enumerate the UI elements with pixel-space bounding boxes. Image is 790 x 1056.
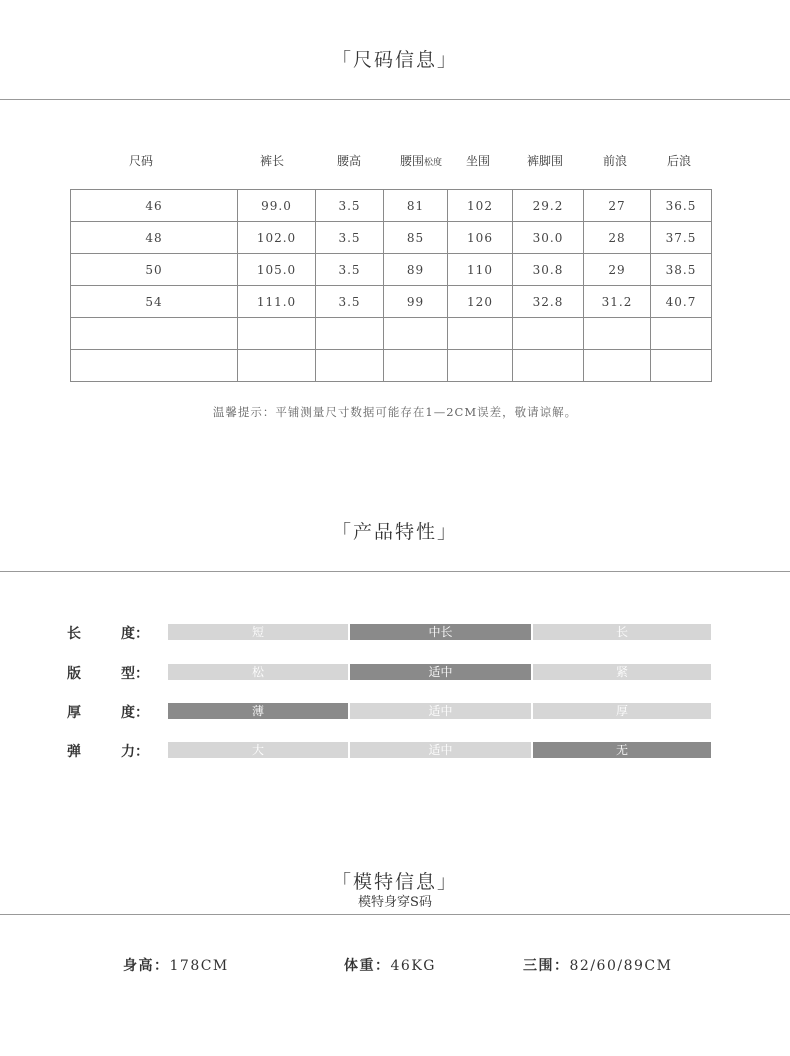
col-header-length: 裤长 xyxy=(260,154,285,168)
table-cell xyxy=(651,318,712,350)
table-cell: 102 xyxy=(448,190,513,222)
size-table xyxy=(70,189,712,382)
table-cell xyxy=(448,350,513,382)
col-header-waist: 腰围松度 xyxy=(400,154,443,168)
table-cell: 28 xyxy=(584,222,651,254)
table-cell: 3.5 xyxy=(316,222,384,254)
table-cell: 30.0 xyxy=(513,222,584,254)
table-cell: 99.0 xyxy=(238,190,316,222)
table-cell: 3.5 xyxy=(316,286,384,318)
feature-label-char: 力： xyxy=(121,744,149,760)
table-cell xyxy=(71,350,238,382)
table-cell: 29.2 xyxy=(513,190,584,222)
feature-option-bar: 薄 xyxy=(168,703,348,719)
table-cell xyxy=(513,350,584,382)
table-cell: 81 xyxy=(384,190,448,222)
table-cell: 3.5 xyxy=(316,254,384,286)
col-header-leg-opening: 裤脚围 xyxy=(527,154,564,168)
table-cell: 38.5 xyxy=(651,254,712,286)
feature-option-bar: 大 xyxy=(168,742,348,758)
table-cell: 102.0 xyxy=(238,222,316,254)
table-cell: 120 xyxy=(448,286,513,318)
feature-label-char: 厚 xyxy=(67,705,81,721)
feature-option-bar: 短 xyxy=(168,624,348,640)
table-cell: 48 xyxy=(71,222,238,254)
feature-option-bar: 适中 xyxy=(350,742,531,758)
feature-option-bar: 中长 xyxy=(350,624,531,640)
table-cell xyxy=(448,318,513,350)
table-cell: 36.5 xyxy=(651,190,712,222)
table-cell: 99 xyxy=(384,286,448,318)
table-row xyxy=(71,350,712,382)
table-cell: 30.8 xyxy=(513,254,584,286)
feature-label-char: 长 xyxy=(67,626,81,642)
col-header-size: 尺码 xyxy=(129,154,154,168)
table-cell: 27 xyxy=(584,190,651,222)
table-row xyxy=(71,318,712,350)
table-cell: 40.7 xyxy=(651,286,712,318)
table-cell xyxy=(238,318,316,350)
table-cell xyxy=(316,318,384,350)
model-measurements: 三围：82/60/89CM xyxy=(523,958,673,974)
table-cell xyxy=(238,350,316,382)
col-header-hip: 坐围 xyxy=(466,154,491,168)
feature-option-bar: 无 xyxy=(533,742,711,758)
model-subtitle: 模特身穿S码 xyxy=(358,895,432,910)
feature-label-char: 弹 xyxy=(67,744,81,760)
table-cell: 46 xyxy=(71,190,238,222)
divider xyxy=(0,99,790,100)
feature-option-bar: 适中 xyxy=(350,664,531,680)
table-cell xyxy=(384,350,448,382)
feature-option-bar: 适中 xyxy=(350,703,531,719)
model-height: 身高：178CM xyxy=(123,958,229,974)
table-cell xyxy=(651,350,712,382)
product-features-title: 「产品特性」 xyxy=(331,521,458,543)
table-cell: 3.5 xyxy=(316,190,384,222)
table-cell xyxy=(584,318,651,350)
feature-label-char: 度： xyxy=(121,626,149,642)
col-header-back-rise: 后浪 xyxy=(667,154,692,168)
table-cell: 89 xyxy=(384,254,448,286)
table-cell: 110 xyxy=(448,254,513,286)
feature-label-char: 型： xyxy=(121,666,149,682)
feature-option-bar: 紧 xyxy=(533,664,711,680)
divider xyxy=(0,571,790,572)
feature-option-bar: 厚 xyxy=(533,703,711,719)
table-row xyxy=(71,222,712,254)
table-cell: 50 xyxy=(71,254,238,286)
table-row xyxy=(71,254,712,286)
model-weight: 体重：46KG xyxy=(344,958,436,974)
table-cell xyxy=(513,318,584,350)
table-cell: 106 xyxy=(448,222,513,254)
table-cell: 32.8 xyxy=(513,286,584,318)
table-cell: 31.2 xyxy=(584,286,651,318)
divider xyxy=(0,914,790,915)
col-header-waist-stretch: 松度 xyxy=(424,158,443,168)
table-cell xyxy=(384,318,448,350)
table-cell: 54 xyxy=(71,286,238,318)
size-info-title: 「尺码信息」 xyxy=(331,49,458,71)
table-row xyxy=(71,190,712,222)
table-cell: 111.0 xyxy=(238,286,316,318)
feature-label-char: 度： xyxy=(121,705,149,721)
table-cell xyxy=(316,350,384,382)
table-cell xyxy=(71,318,238,350)
table-cell: 85 xyxy=(384,222,448,254)
table-cell: 29 xyxy=(584,254,651,286)
table-cell: 105.0 xyxy=(238,254,316,286)
col-header-front-rise: 前浪 xyxy=(603,154,628,168)
table-cell: 37.5 xyxy=(651,222,712,254)
col-header-waist-height: 腰高 xyxy=(337,154,362,168)
model-info-title: 「模特信息」 xyxy=(331,871,458,893)
feature-option-bar: 长 xyxy=(533,624,711,640)
feature-option-bar: 松 xyxy=(168,664,348,680)
table-cell xyxy=(584,350,651,382)
table-row xyxy=(71,286,712,318)
measurement-note: 温馨提示：平铺测量尺寸数据可能存在1—2CM误差，敬请谅解。 xyxy=(212,405,578,419)
feature-label-char: 版 xyxy=(67,666,81,682)
